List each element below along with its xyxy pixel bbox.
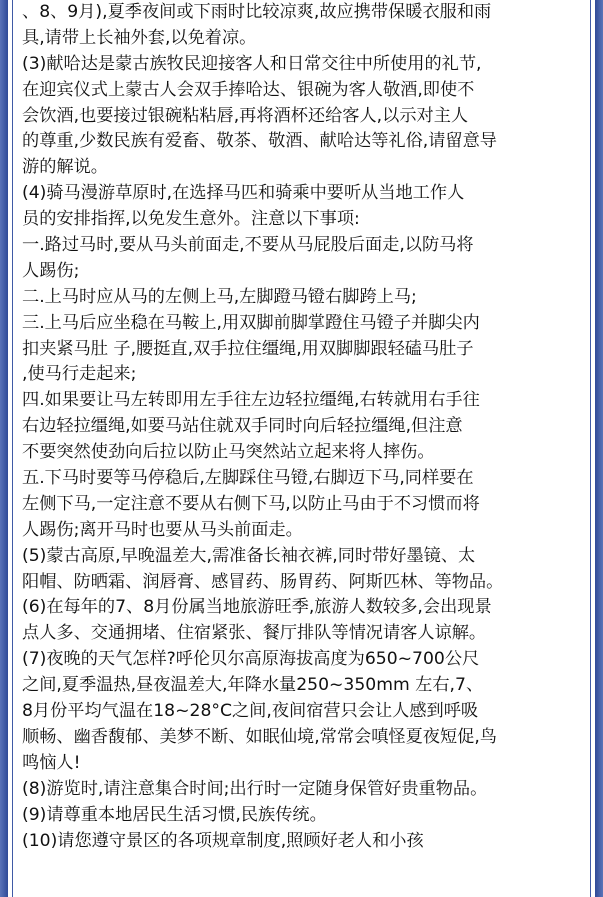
text-line: 具,请带上长袖外套,以免着凉。 — [22, 27, 257, 48]
text-line: 在迎宾仪式上蒙古人会双手捧哈达、银碗为客人敬酒,即使不 — [22, 79, 475, 100]
text-line: 员的安排指挥,以免发生意外。注意以下事项: — [22, 209, 360, 230]
text-line: 五.下马时要等马停稳后,左脚踩住马镫,右脚迈下马,同样要在 — [22, 468, 474, 489]
text-line: 扣夹紧马肚 子,腰挺直,双手拉住缰绳,用双脚脚跟轻磕马肚子 — [22, 338, 474, 359]
text-line: 顺畅、幽香馥郁、美梦不断、如眠仙境,常常会嗔怪夏夜短促,鸟 — [22, 726, 497, 747]
text-line: 四.如果要让马左转即用左手往左边轻拉缰绳,右转就用右手往 — [22, 390, 480, 411]
text-line: (9)请尊重本地居民生活习惯,民族传统。 — [22, 804, 327, 825]
text-line: 鸣恼人! — [22, 752, 81, 773]
text-line: 8月份平均气温在18~28°C之间,夜间宿营只会让人感到呼吸 — [22, 701, 479, 722]
text-line: (10)请您遵守景区的各项规章制度,照顾好老人和小孩 — [22, 830, 424, 851]
text-line: 人踢伤;离开马时也要从马头前面走。 — [22, 519, 303, 540]
text-line: (8)游览时,请注意集合时间;出行时一定随身保管好贵重物品。 — [22, 778, 488, 799]
text-line: 右边轻拉缰绳,如要马站住就双手同时向后轻拉缰绳,但注意 — [22, 416, 463, 437]
text-line: 二.上马时应从马的左侧上马,左脚蹬马镫右脚跨上马; — [22, 286, 417, 307]
text-line: 游的解说。 — [22, 157, 108, 178]
text-line: 阳帽、防晒霜、润唇膏、感冒药、肠胃药、阿斯匹林、等物品。 — [22, 571, 504, 592]
text-line: 点人多、交通拥堵、住宿紧张、餐厅排队等情况请客人谅解。 — [22, 623, 487, 644]
text-line: 三.上马后应坐稳在马鞍上,用双脚前脚掌蹬住马镫子并脚尖内 — [22, 312, 480, 333]
text-line: 之间,夏季温热,昼夜温差大,年降水量250~350mm 左右,7、 — [22, 675, 484, 696]
travel-notice-text — [22, 0, 585, 854]
left-border — [0, 0, 8, 897]
text-line: 的尊重,少数民族有爱畜、敬茶、敬酒、献哈达等礼俗,请留意导 — [22, 131, 497, 152]
text-line: (4)骑马漫游草原时,在选择马匹和骑乘中要听从当地工作人 — [22, 183, 465, 204]
text-line: 一.路过马时,要从马头前面走,不要从马屁股后面走,以防马将 — [22, 235, 474, 256]
text-line: 人踢伤; — [22, 260, 80, 281]
text-line: (3)献哈达是蒙古族牧民迎接客人和日常交往中所使用的礼节, — [22, 53, 482, 74]
text-line: 不要突然使劲向后拉以防止马突然站立起来将人摔伤。 — [22, 442, 435, 463]
text-line: 会饮酒,也要接过银碗粘粘唇,再将酒杯还给客人,以示对主人 — [22, 105, 469, 126]
text-line: (5)蒙古高原,早晚温差大,需准备长袖衣裤,同时带好墨镜、太 — [22, 545, 476, 566]
text-line: 左侧下马,一定注意不要从右侧下马,以防止马由于不习惯而将 — [22, 493, 480, 514]
text-line: 、8、9月),夏季夜间或下雨时比较凉爽,故应携带保暖衣服和雨 — [22, 2, 492, 22]
text-line: (6)在每年的7、8月份属当地旅游旺季,旅游人数较多,会出现景 — [22, 597, 492, 618]
text-line: (7)夜晚的天气怎样?呼伦贝尔高原海拔高度为650~700公尺 — [22, 649, 480, 670]
right-border — [595, 0, 603, 897]
text-line: ,使马行走起来; — [22, 364, 137, 385]
